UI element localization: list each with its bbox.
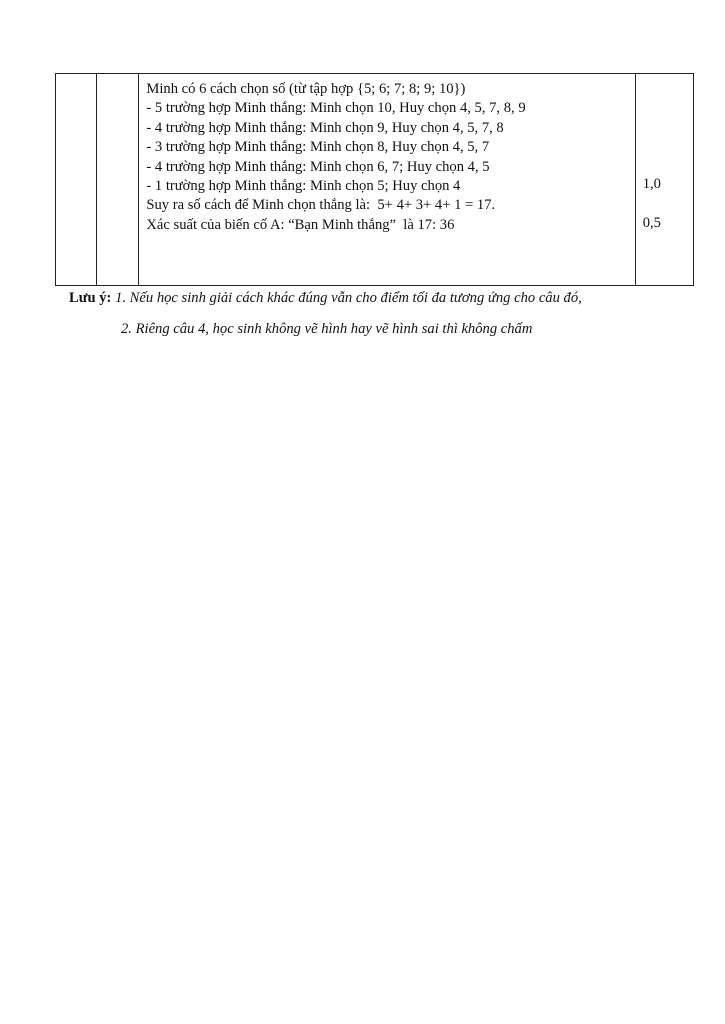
solution-line: - 4 trường hợp Minh thắng: Minh chọn 6, 7; Huy chọn 4, 5 (146, 158, 490, 175)
table-row (56, 74, 694, 286)
note-label: Lưu ý: (69, 290, 112, 306)
solution-line: - 3 trường hợp Minh thắng: Minh chọn 8, Huy chọn 4, 5, 7 (146, 139, 490, 156)
solution-line: - 5 trường hợp Minh thắng: Minh chọn 10, Huy chọn 4, 5, 7, 8, 9 (146, 100, 526, 117)
question-number-cell (56, 74, 97, 286)
note-line-1 (69, 289, 582, 308)
solution-line: Xác suất của biến cố A: “Bạn Minh thắng” là 17: 36 (146, 216, 455, 233)
note-line-2: 2. Riêng câu 4, học sinh không vẽ hình hay vẽ hình sai thì không chấm (121, 321, 533, 337)
score-value: 1,0 (642, 176, 661, 192)
solution-line: Minh có 6 cách chọn số (từ tập hợp {5; 6; 7; 8; 9; 10}) (146, 81, 466, 97)
score-value: 0,5 (642, 215, 661, 231)
sub-question-cell (97, 74, 139, 286)
answer-table (55, 73, 694, 286)
note-text: 1. Nếu học sinh giải cách khác đúng vẫn cho điểm tối đa tương ứng cho câu đó, (111, 290, 582, 306)
solution-line: - 1 trường hợp Minh thắng: Minh chọn 5; Huy chọn 4 (146, 178, 461, 195)
solution-line: Suy ra số cách để Minh chọn thắng là: 5+ 4+ 3+ 4+ 1 = 17. (146, 197, 496, 214)
solution-content-cell (139, 74, 635, 286)
score-cell (635, 74, 693, 286)
solution-line: - 4 trường hợp Minh thắng: Minh chọn 9, Huy chọn 4, 5, 7, 8 (146, 119, 504, 136)
